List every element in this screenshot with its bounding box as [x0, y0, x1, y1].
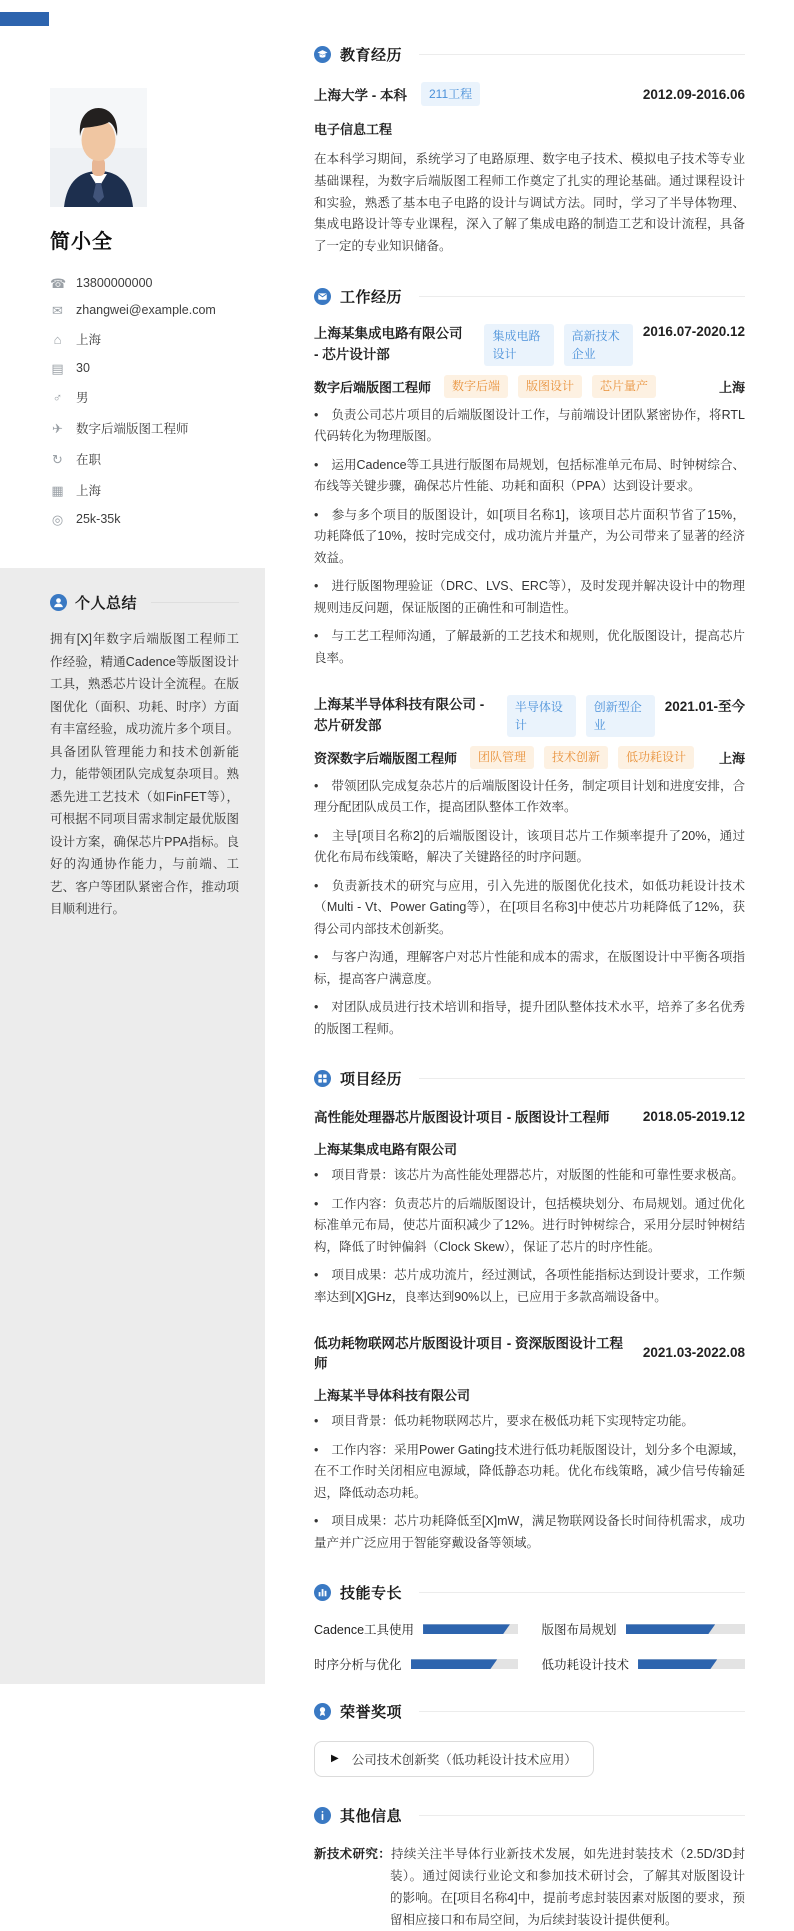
section-header: [314, 44, 745, 65]
profile-block: [0, 0, 265, 568]
medal-icon: [314, 1703, 331, 1720]
position-title: 数字后端版图工程师: [314, 379, 432, 395]
skill-label: Cadence工具使用: [314, 1623, 415, 1638]
position-tags: [444, 375, 656, 398]
contact-value: 上海: [76, 484, 102, 498]
contact-value: zhangwei@example.com: [76, 303, 216, 317]
skill-item: [314, 1620, 518, 1638]
candidate-name: 简小全: [50, 231, 113, 253]
position-tag: 技术创新: [544, 746, 608, 769]
divider: [419, 1711, 745, 1712]
contact-value: 25k-35k: [76, 512, 121, 526]
company-tags: [507, 695, 655, 737]
section-projects: [314, 1068, 745, 1554]
bullet-item: • 进行版图物理验证（DRC、LVS、ERC等），及时发现并解决设计中的物理规则违反问题，保证版图的正确性和可制造性。: [314, 576, 745, 619]
contact-value: 数字后端版图工程师: [76, 422, 189, 436]
skill-bar-fill: [423, 1624, 510, 1634]
company-tag: 集成电路设计: [484, 324, 553, 366]
job-subheader: [314, 375, 745, 398]
skill-bar-fill: [626, 1624, 716, 1634]
company-name: 上海某集成电路有限公司 - 芯片设计部: [314, 325, 463, 362]
job-bullets: [314, 776, 745, 1041]
bullet-item: • 运用Cadence等工具进行版图布局规划，包括标准单元布局、时钟树综合、布线等关键步骤，确保芯片性能、功耗和面积（PPA）达到设计要求。: [314, 455, 745, 498]
building-icon: ▦: [51, 482, 64, 498]
bullet-item: • 负责新技术的研究与应用，引入先进的版图优化技术，如低功耗设计技术（Multi - Vt、Power Gating等），在[项目名称3]中使芯片功耗降低了12%，获得公司内部技术创新奖。: [314, 876, 745, 941]
contact-row: [50, 512, 237, 526]
section-title: 其他信息: [340, 1808, 403, 1826]
info-icon: [314, 1807, 331, 1824]
contact-row: [50, 303, 237, 317]
home-icon: ⌂: [53, 331, 62, 347]
position-tag: 团队管理: [470, 746, 534, 769]
project-header: [314, 1106, 745, 1126]
bullet-item: • 项目背景：该芯片为高性能处理器芯片，对版图的性能和可靠性要求极高。: [314, 1165, 745, 1187]
company-tag: 高新技术企业: [564, 324, 633, 366]
position-title: 资深数字后端版图工程师: [314, 750, 458, 766]
contact-row: [50, 388, 237, 406]
main-column: [265, 0, 794, 1928]
project-header: [314, 1332, 745, 1372]
skill-label: 时序分析与优化: [314, 1658, 402, 1673]
project-company: 上海某集成电路有限公司: [314, 1142, 458, 1158]
accent-corner-bar: [0, 12, 49, 26]
skill-item: [314, 1655, 518, 1673]
project-title: 低功耗物联网芯片版图设计项目 - 资深版图设计工程师: [314, 1336, 623, 1372]
contact-list: [50, 276, 237, 526]
job-subheader: [314, 746, 745, 769]
contact-value: 男: [76, 391, 89, 405]
section-header: [314, 1068, 745, 1089]
job-location: 上海: [718, 379, 745, 395]
position-tag: 数字后端: [444, 375, 508, 398]
section-skills: [314, 1582, 745, 1673]
contact-row: [50, 481, 237, 499]
contact-row: [50, 450, 237, 468]
divider: [419, 1078, 745, 1079]
divider: [419, 54, 745, 55]
project-bullets: [314, 1165, 745, 1308]
divider: [419, 1815, 745, 1816]
bullet-item: • 与工艺工程师沟通，了解最新的工艺技术和规则，优化版图设计，提高芯片良率。: [314, 626, 745, 669]
section-education: [314, 44, 745, 258]
divider: [151, 602, 239, 603]
position-tag: 版图设计: [518, 375, 582, 398]
job-list: [314, 324, 745, 1041]
id-card-icon: ▤: [51, 360, 64, 376]
bar-chart-icon: [314, 1584, 331, 1601]
paper-plane-icon: ✈: [52, 420, 63, 436]
other-info-label: 新技术研究：: [314, 1847, 392, 1862]
company-tag: 半导体设计: [507, 695, 576, 737]
education-description: 在本科学习期间，系统学习了电路原理、数字电子技术、模拟电子技术等专业基础课程，为数字后端版图工程师工作奠定了扎实的理论基础。通过课程设计和实验，熟悉了基本电子电路的设计与调试方法。同时，学习了半导体物理、集成电路设计等专业课程，深入了解了集成电路的制造工艺和设计流程，具备了一定的专业知识储备。: [314, 152, 745, 253]
school-name: 上海大学 - 本科: [314, 88, 407, 103]
contact-value: 在职: [76, 453, 102, 467]
phone-icon: ☎: [50, 275, 67, 291]
section-title: 荣誉奖项: [340, 1704, 403, 1722]
bullet-item: • 项目成果：芯片功耗降低至[X]mW，满足物联网设备长时间待机需求，成功量产并广泛应用于智能穿戴设备等领域。: [314, 1511, 745, 1554]
skills-grid: [314, 1620, 745, 1673]
school-tag: 211工程: [421, 82, 480, 106]
project-date: 2018.05-2019.12: [642, 1108, 745, 1124]
education-entry-header: [314, 82, 745, 106]
email-icon: ✉: [52, 302, 63, 318]
job-date: 2021.01-至今: [664, 699, 745, 715]
job-entry: [314, 695, 745, 1040]
skill-label: 版图布局规划: [541, 1623, 617, 1638]
project-date: 2021.03-2022.08: [642, 1344, 745, 1360]
bullet-item: • 项目成果：芯片成功流片，经过测试，各项性能指标达到设计要求，工作频率达到[X]GHz，良率达到90%以上，已应用于多款高端设备中。: [314, 1265, 745, 1308]
job-location: 上海: [718, 750, 745, 766]
major: 电子信息工程: [314, 122, 393, 137]
bullet-item: • 对团队成员进行技术培训和指导，提升团队整体技术水平，培养了多名优秀的版图工程师。: [314, 997, 745, 1040]
honor-item[interactable]: [314, 1741, 594, 1777]
bullet-item: • 项目背景：低功耗物联网芯片，要求在极低功耗下实现特定功能。: [314, 1411, 745, 1433]
skill-bar-track: [411, 1659, 518, 1669]
bullet-item: • 主导[项目名称2]的后端版图设计，该项目芯片工作频率提升了20%，通过优化布局布线策略，解决了关键路径的时序问题。: [314, 826, 745, 869]
section-work: [314, 286, 745, 1041]
section-title: 教育经历: [340, 47, 403, 64]
job-bullets: [314, 405, 745, 670]
contact-row: [50, 276, 237, 290]
salary-icon: ◎: [51, 511, 64, 527]
contact-value: 上海: [76, 333, 102, 347]
project-entry: [314, 1106, 745, 1308]
job-date: 2016.07-2020.12: [642, 323, 745, 339]
project-company: 上海某半导体科技有限公司: [314, 1388, 471, 1404]
position-tag: 芯片量产: [592, 375, 656, 398]
skill-label: 低功耗设计技术: [541, 1658, 630, 1673]
other-info-paragraph: [314, 1843, 745, 1931]
position-tags: [470, 746, 694, 769]
company-tag: 创新型企业: [586, 695, 655, 737]
summary-text: 拥有[X]年数字后端版图工程师工作经验，精通Cadence等版图设计工具，熟悉芯片设计全流程。在版图优化（面积、功耗、时序）方面有丰富经验，成功流片多个项目。具备团队管理能力和技术创新能力，能带领团队完成复杂项目。熟悉先进工艺技术（如FinFET等），可根据不同项目需求制定最优版图设计方案，确保芯片PPA指标。良好的沟通协作能力，与前端、工艺、客户等团队紧密合作，推动项目顺利进行。: [50, 632, 239, 916]
section-header: [314, 1805, 745, 1826]
position-tag: 低功耗设计: [618, 746, 694, 769]
section-title: 工作经历: [340, 288, 403, 306]
honor-list: [314, 1739, 745, 1777]
project-list: [314, 1106, 745, 1554]
section-header: [314, 1701, 745, 1722]
divider: [419, 1592, 745, 1593]
project-entry: [314, 1332, 745, 1554]
gender-icon: ♂: [52, 389, 63, 405]
honor-text: 公司技术创新奖（低功耗设计技术应用）: [351, 1753, 577, 1768]
section-header: [314, 286, 745, 307]
contact-row: [50, 330, 237, 348]
summary-title: 个人总结: [75, 595, 138, 612]
education-date: 2012.09-2016.06: [642, 86, 745, 102]
contact-row: [50, 361, 237, 375]
status-icon: ↻: [52, 451, 63, 467]
summary-header: [50, 592, 239, 613]
bullet-item: • 带领团队完成复杂芯片的后端版图设计任务，制定项目计划和进度安排，合理分配团队成员工作，提高团队整体工作效率。: [314, 776, 745, 819]
other-info-text: 持续关注半导体行业新技术发展，如先进封装技术（2.5D/3D封装）。通过阅读行业论文和参加技术研讨会，了解其对版图设计的影响。在[项目名称4]中，提前考虑封装因素对版图的要求，预留相应接口和布局空间，为后续封装设计提供便利。: [390, 1847, 745, 1928]
bullet-item: • 工作内容：采用Power Gating技术进行低功耗版图设计，划分多个电源域，在不工作时关闭相应电源域，降低静态功耗。优化布线策略，减少信号传输延迟，降低动态功耗。: [314, 1440, 745, 1505]
skill-bar-track: [638, 1659, 745, 1669]
bullet-item: • 参与多个项目的版图设计，如[项目名称1]，该项目芯片面积节省了15%，功耗降低了10%，按时完成交付，成功流片并量产，为公司带来了显著的经济效益。: [314, 505, 745, 570]
bullet-item: • 与客户沟通，理解客户对芯片性能和成本的需求，在版图设计中平衡各项指标，提高客户满意度。: [314, 947, 745, 990]
section-header: [314, 1582, 745, 1603]
skill-item: [542, 1655, 746, 1673]
section-title: 项目经历: [340, 1071, 403, 1089]
contact-value: 13800000000: [76, 276, 153, 290]
mail-icon: [314, 288, 331, 305]
sidebar: [0, 0, 265, 1684]
bullet-item: • 负责公司芯片项目的后端版图设计工作，与前端设计团队紧密协作，将RTL代码转化为物理版图。: [314, 405, 745, 448]
skill-bar-fill: [638, 1659, 717, 1669]
project-bullets: [314, 1411, 745, 1554]
project-title: 高性能处理器芯片版图设计项目 - 版图设计工程师: [314, 1110, 610, 1126]
bullet-item: • 工作内容：负责芯片的后端版图设计，包括模块划分、布局规划。通过优化标准单元布局，使芯片面积减少了12%。进行时钟树综合，采用分层时钟树结构，降低了时钟偏斜（Clock Skew），保证了芯片的时序性能。: [314, 1194, 745, 1259]
skill-item: [542, 1620, 746, 1638]
profile-photo: [50, 88, 147, 207]
skill-bar-fill: [411, 1659, 498, 1669]
grid-icon: [314, 1070, 331, 1087]
graduation-cap-icon: [314, 46, 331, 63]
job-entry: [314, 324, 745, 669]
section-title: 技能专长: [340, 1585, 403, 1603]
contact-row: [50, 419, 237, 437]
section-other: [314, 1805, 745, 1931]
skill-bar-track: [626, 1624, 745, 1634]
person-icon: [50, 594, 67, 611]
skill-bar-track: [423, 1624, 517, 1634]
company-tags: [484, 324, 632, 366]
divider: [419, 296, 745, 297]
section-honors: [314, 1701, 745, 1777]
job-header: [314, 324, 745, 366]
contact-value: 30: [76, 361, 90, 375]
job-header: [314, 695, 745, 737]
expand-arrow-icon: ▶: [331, 1753, 339, 1765]
summary-section: [0, 568, 265, 1684]
company-name: 上海某半导体科技有限公司 - 芯片研发部: [314, 697, 485, 733]
